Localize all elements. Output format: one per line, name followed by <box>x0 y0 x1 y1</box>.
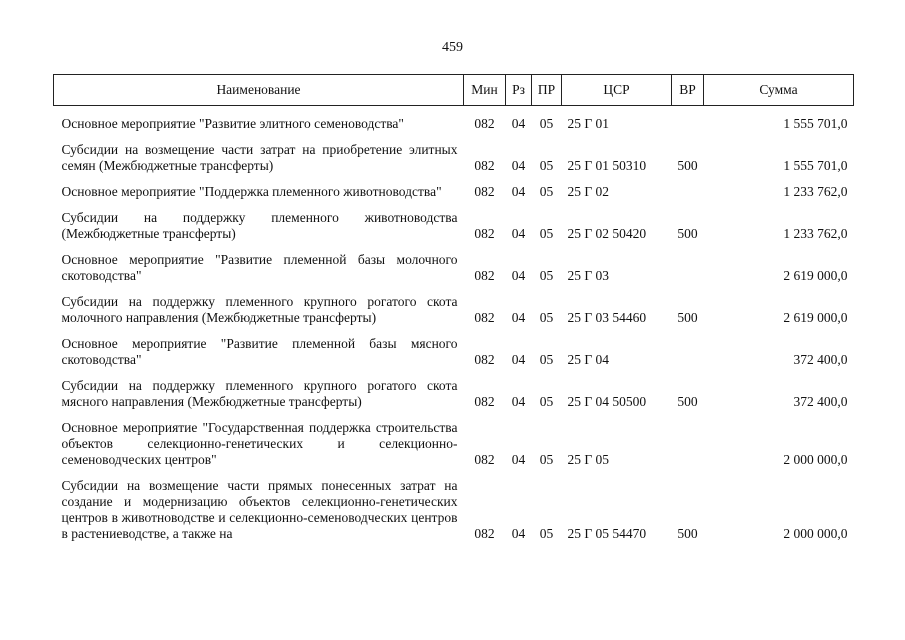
cell-min: 082 <box>474 116 495 131</box>
cell-rz: 04 <box>511 352 526 367</box>
cell-rz: 04 <box>511 526 526 541</box>
cell-pr: 05 <box>539 352 554 367</box>
header-sum: Сумма <box>704 75 854 106</box>
cell-pr: 05 <box>539 184 554 199</box>
cell-rz: 04 <box>511 452 526 467</box>
cell-rz: 04 <box>511 394 526 409</box>
cell-sum: 1 233 762,0 <box>783 226 848 241</box>
cell-vr <box>672 106 704 133</box>
cell-min: 082 <box>474 158 495 173</box>
cell-vr: 500 <box>677 226 698 241</box>
cell-csr: 25 Г 01 50310 <box>567 158 647 173</box>
cell-min: 082 <box>474 310 495 325</box>
cell-sum: 2 619 000,0 <box>783 310 848 325</box>
table-row <box>54 368 854 410</box>
cell-pr: 05 <box>539 116 554 131</box>
cell-sum: 372 400,0 <box>793 352 848 367</box>
cell-vr: 500 <box>677 158 698 173</box>
cell-sum: 1 555 701,0 <box>783 158 848 173</box>
cell-csr: 25 Г 05 <box>567 452 610 467</box>
table-row <box>54 132 854 174</box>
cell-vr <box>672 242 704 284</box>
cell-min: 082 <box>474 226 495 241</box>
cell-rz: 04 <box>511 226 526 241</box>
cell-min: 082 <box>474 394 495 409</box>
cell-sum: 2 619 000,0 <box>783 268 848 283</box>
cell-pr: 05 <box>539 452 554 467</box>
cell-name: Основное мероприятие "Поддержка племенного животноводства" <box>61 184 442 199</box>
table-row <box>54 410 854 468</box>
cell-sum: 1 233 762,0 <box>783 184 848 199</box>
cell-min: 082 <box>474 352 495 367</box>
table-row <box>54 106 854 133</box>
cell-name: Субсидии на возмещение части затрат на приобретение элитных семян (Межбюджетные трансферты) <box>61 142 458 173</box>
table-body <box>54 106 854 543</box>
cell-vr: 500 <box>677 394 698 409</box>
cell-pr: 05 <box>539 226 554 241</box>
table-row <box>54 326 854 368</box>
cell-pr: 05 <box>539 158 554 173</box>
cell-csr: 25 Г 05 54470 <box>567 526 647 541</box>
cell-name: Основное мероприятие "Развитие племенной базы мясного скотоводства" <box>61 336 458 367</box>
cell-sum: 1 555 701,0 <box>783 116 848 131</box>
cell-csr: 25 Г 03 54460 <box>567 310 647 325</box>
cell-csr: 25 Г 02 50420 <box>567 226 647 241</box>
cell-name: Субсидии на поддержку племенного крупного рогатого скота мясного направления (Межбюджетные трансферты) <box>61 378 458 409</box>
cell-csr: 25 Г 01 <box>567 116 610 131</box>
cell-rz: 04 <box>511 268 526 283</box>
cell-pr: 05 <box>539 310 554 325</box>
cell-min: 082 <box>474 184 495 199</box>
cell-name: Основное мероприятие "Государственная поддержка строительства объектов селекционно-генетических и селекционно-семеноводческих центров" <box>61 420 458 467</box>
cell-name: Субсидии на возмещение части прямых понесенных затрат на создание и модернизацию объектов селекционно-генетических центров в животноводстве и селекционно-семеноводческих центров в растениеводстве, а также на <box>61 478 458 541</box>
cell-csr: 25 Г 04 <box>567 352 610 367</box>
cell-vr <box>672 410 704 468</box>
cell-rz: 04 <box>511 310 526 325</box>
page-number: 459 <box>442 40 463 55</box>
header-pr: ПР <box>532 75 562 106</box>
budget-table <box>53 74 854 542</box>
cell-rz: 04 <box>511 158 526 173</box>
cell-name: Основное мероприятие "Развитие племенной базы молочного скотоводства" <box>61 252 458 283</box>
cell-sum: 2 000 000,0 <box>783 526 848 541</box>
header-min: Мин <box>464 75 506 106</box>
table-header-row <box>54 75 854 106</box>
cell-pr: 05 <box>539 526 554 541</box>
cell-vr: 500 <box>677 526 698 541</box>
table-row <box>54 284 854 326</box>
cell-rz: 04 <box>511 184 526 199</box>
table-row <box>54 174 854 200</box>
cell-min: 082 <box>474 268 495 283</box>
cell-csr: 25 Г 02 <box>567 184 610 199</box>
cell-min: 082 <box>474 452 495 467</box>
cell-rz: 04 <box>511 116 526 131</box>
header-csr: ЦСР <box>562 75 672 106</box>
cell-sum: 372 400,0 <box>793 394 848 409</box>
cell-vr: 500 <box>677 310 698 325</box>
cell-sum: 2 000 000,0 <box>783 452 848 467</box>
header-vr: ВР <box>672 75 704 106</box>
cell-csr: 25 Г 04 50500 <box>567 394 647 409</box>
table-row <box>54 242 854 284</box>
cell-name: Субсидии на поддержку племенного животноводства (Межбюджетные трансферты) <box>61 210 458 241</box>
cell-pr: 05 <box>539 268 554 283</box>
cell-pr: 05 <box>539 394 554 409</box>
header-rz: Рз <box>506 75 532 106</box>
table-row <box>54 468 854 542</box>
cell-vr <box>672 174 704 200</box>
cell-name: Субсидии на поддержку племенного крупного рогатого скота молочного направления (Межбюджетные трансферты) <box>61 294 458 325</box>
cell-name: Основное мероприятие "Развитие элитного семеноводства" <box>61 116 404 131</box>
header-name: Наименование <box>54 75 464 106</box>
table-row <box>54 200 854 242</box>
cell-csr: 25 Г 03 <box>567 268 610 283</box>
cell-min: 082 <box>474 526 495 541</box>
cell-vr <box>672 326 704 368</box>
